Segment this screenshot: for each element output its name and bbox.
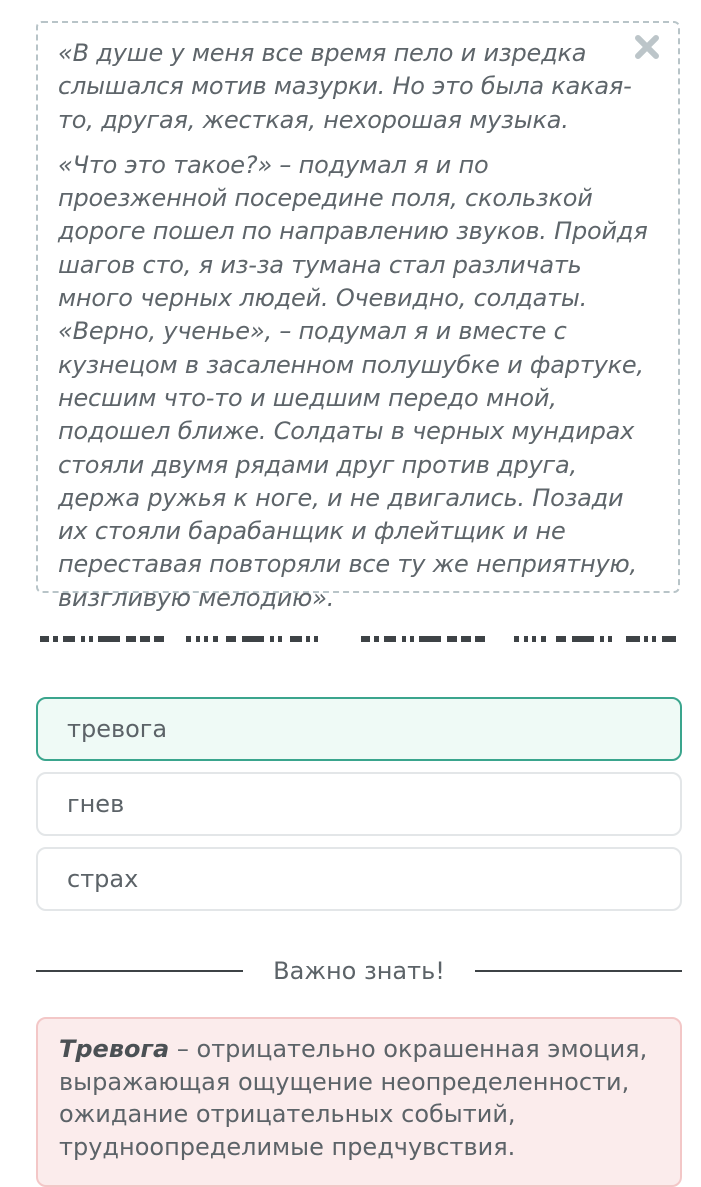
quote-paragraph-1: «В душе у меня все время пело и изредка слышался мотив мазурки. Но это была какая-то, другая, жесткая, нехорошая музыка. bbox=[58, 39, 632, 134]
divider-label: Важно знать! bbox=[273, 957, 445, 985]
info-term: Тревога bbox=[59, 1035, 170, 1063]
quote-box bbox=[36, 21, 680, 612]
section-divider bbox=[36, 954, 682, 988]
info-box bbox=[36, 1017, 682, 1187]
divider-line-left bbox=[36, 970, 243, 972]
answer-option-1[interactable] bbox=[36, 697, 682, 761]
answer-option-label: гнев bbox=[67, 790, 125, 818]
quote-paragraph-2: «Что это такое?» – подумал я и по проезженной посередине поля, скользкой дороге пошел по направлению звуков. Пройдя шагов сто, я из-за тумана стал различать много черных людей. Очевидно, солдаты. «Верно, ученье», – подумал я и вместе с кузнецом в засаленном полушубке и фартуке, несшим что-то и шедшим передо мной, подошел ближе. Солдаты в черных мундирах стояли двумя рядами друг против друга, держа ружья к ноге, и не двигались. Позади их стояли барабанщик и флейтщик и не переставая повторяли все ту же неприятную, визгливую мелодию». bbox=[58, 150, 648, 612]
answer-option-label: тревога bbox=[67, 715, 168, 743]
close-icon[interactable] bbox=[632, 32, 662, 62]
answer-option-3[interactable] bbox=[36, 847, 682, 911]
answer-option-2[interactable] bbox=[36, 772, 682, 836]
answer-option-label: страх bbox=[67, 865, 139, 893]
loading-placeholder-stripes bbox=[36, 630, 682, 650]
divider-line-right bbox=[475, 970, 682, 972]
info-definition: – отрицательно окрашенная эмоция, выражающая ощущение неопределенности, ожидание отрицательных событий, трудноопределимые предчувствия. bbox=[59, 1035, 648, 1161]
